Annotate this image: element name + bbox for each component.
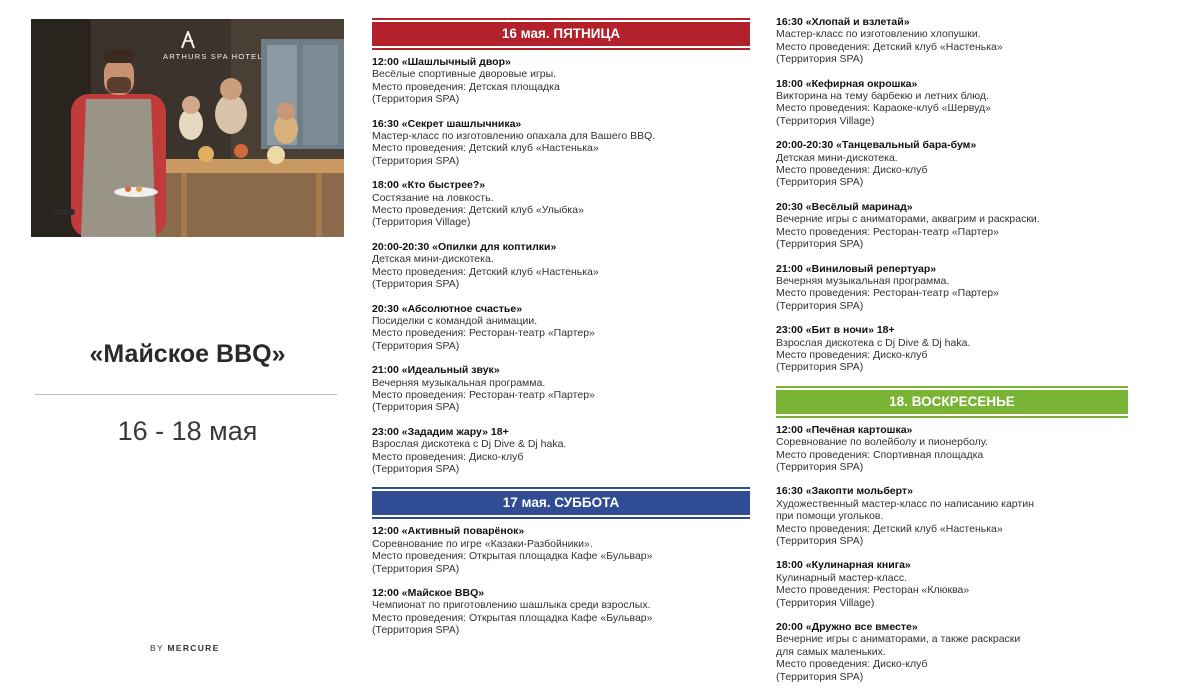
schedule-item-title: 18:00 «Кефирная окрошка»	[776, 77, 918, 90]
event-dates: 16 - 18 мая	[117, 416, 258, 446]
schedule-item-title: 20:00 «Дружно все вместе»	[776, 621, 918, 634]
schedule-item	[372, 56, 750, 106]
day-header-saturday	[372, 487, 750, 519]
schedule-item-line: Место проведения: Спортивная площадка	[776, 448, 984, 461]
schedule-item-line: Место проведения: Детский клуб «Настенька»	[372, 265, 599, 278]
schedule-item-title: 23:00 «Зададим жару» 18+	[372, 425, 509, 438]
schedule-item-line: Соревнование по игре «Казаки-Разбойники».	[372, 537, 593, 550]
schedule-item-title: 12:00 «Активный поварёнок»	[372, 525, 525, 538]
schedule-item-title: 12:00 «Майское BBQ»	[372, 587, 485, 599]
schedule-item-title: 16:30 «Закопти мольберт»	[776, 485, 913, 498]
schedule-item-title: 21:00 «Виниловый репертуар»	[776, 262, 937, 275]
day-header-saturday-label: 17 мая. СУББОТА	[372, 491, 750, 515]
schedule-item-line: (Территория SPA)	[372, 154, 460, 167]
event-title: «Майское BBQ»	[89, 340, 286, 368]
schedule-item-line: Место проведения: Диско-клуб	[776, 348, 928, 361]
schedule-item	[776, 485, 1129, 547]
schedule-item-title: 16:30 «Секрет шашлычника»	[372, 117, 522, 130]
footer-brand	[150, 643, 220, 653]
hotel-logo-icon	[180, 31, 196, 49]
schedule-item	[776, 324, 1129, 374]
schedule-item-line: (Территория SPA)	[776, 670, 864, 683]
schedule-item-title: 18:00 «Кулинарная книга»	[776, 559, 911, 572]
schedule-column-1	[372, 18, 750, 649]
schedule-item-line: (Территория SPA)	[776, 53, 864, 66]
schedule-item-line: для самых маленьких.	[776, 645, 886, 658]
schedule-item	[372, 241, 750, 291]
schedule-item	[776, 139, 1129, 189]
schedule-item-line: Место проведения: Детский клуб «Настенька»	[372, 142, 599, 155]
schedule-item	[372, 426, 750, 476]
schedule-item-line: (Территория SPA)	[372, 462, 460, 475]
schedule-item-line: Взрослая дискотека с Dj Dive & Dj haka.	[776, 336, 971, 349]
schedule-item-line: (Территория SPA)	[776, 460, 864, 473]
schedule-item	[372, 364, 750, 414]
title-divider	[35, 394, 337, 395]
schedule-item	[776, 621, 1129, 683]
schedule-item-line: Место проведения: Ресторан «Клюква»	[776, 584, 970, 597]
schedule-item-line: Детская мини-дискотека.	[776, 151, 898, 164]
schedule-item	[776, 16, 1129, 66]
schedule-item-line: (Территория SPA)	[372, 339, 460, 352]
hotel-brand-name: ARTHURS SPA HOTEL	[163, 52, 263, 61]
schedule-item-line: Место проведения: Детская площадка	[372, 80, 560, 93]
schedule-item	[372, 303, 750, 353]
friday-events	[372, 56, 750, 475]
schedule-item-line: (Территория Village)	[776, 114, 875, 127]
schedule-item	[372, 179, 750, 229]
day-header-sunday-label: 18. ВОСКРЕСЕНЬЕ	[776, 390, 1128, 414]
schedule-item-line: (Территория Village)	[776, 596, 875, 609]
schedule-item-line: Взрослая дискотека с Dj Dive & Dj haka.	[372, 438, 567, 451]
schedule-item-line: Кулинарный мастер-класс.	[776, 571, 908, 584]
schedule-item-line: (Территория SPA)	[372, 93, 460, 106]
schedule-item	[776, 263, 1129, 313]
schedule-item	[372, 587, 750, 637]
schedule-item-title: 20:00-20:30 «Танцевальный бара-бум»	[776, 139, 977, 152]
schedule-item-line: Мастер-класс по изготовлению опахала для Вашего BBQ.	[372, 130, 656, 143]
schedule-item-title: 12:00 «Шашлычный двор»	[372, 56, 511, 68]
schedule-item-line: (Территория SPA)	[372, 278, 460, 291]
schedule-item-line: Место проведения: Диско-клуб	[776, 164, 928, 177]
schedule-item-line: Вечерние игры с аниматорами, а также раскраски	[776, 633, 1021, 646]
schedule-item-line: Место проведения: Детский клуб «Улыбка»	[372, 204, 584, 217]
schedule-column-2	[776, 16, 1129, 695]
schedule-item-title: 20:00-20:30 «Опилки для коптилки»	[372, 240, 557, 253]
schedule-item-line: Вечерняя музыкальная программа.	[372, 376, 546, 389]
sunday-events	[776, 424, 1129, 683]
schedule-item-line: Место проведения: Ресторан-театр «Партер»	[372, 388, 595, 401]
schedule-item-line: (Территория SPA)	[372, 624, 460, 637]
schedule-item-title: 18:00 «Кто быстрее?»	[372, 179, 486, 192]
schedule-item-line: Детская мини-дискотека.	[372, 253, 494, 266]
schedule-item-line: Место проведения: Ресторан-театр «Партер»	[776, 225, 999, 238]
schedule-item	[776, 78, 1129, 128]
schedule-item-line: (Территория SPA)	[776, 176, 864, 189]
schedule-item-line: Чемпионат по приготовлению шашлыка среди взрослых.	[372, 599, 651, 612]
schedule-item-title: 23:00 «Бит в ночи» 18+	[776, 324, 895, 337]
schedule-item	[372, 118, 750, 168]
schedule-item-line: Место проведения: Ресторан-театр «Партер»	[776, 287, 999, 300]
schedule-item-line: Место проведения: Диско-клуб	[776, 658, 928, 671]
schedule-item-line: Посиделки с командой анимации.	[372, 314, 538, 327]
schedule-item-line: Место проведения: Караоке-клуб «Шервуд»	[776, 102, 992, 115]
footer-brand-name: MERCURE	[167, 643, 220, 653]
schedule-item-line: (Территория SPA)	[776, 238, 864, 251]
schedule-item-line: (Территория SPA)	[372, 401, 460, 414]
schedule-item-line: Художественный мастер-класс по написанию картин	[776, 497, 1034, 510]
schedule-item-line: Место проведения: Детский клуб «Настенька»	[776, 40, 1003, 53]
schedule-item-line: Место проведения: Открытая площадка Кафе «Бульвар»	[372, 611, 653, 624]
schedule-item-title: 16:30 «Хлопай и взлетай»	[776, 16, 910, 28]
footer-by: BY	[150, 643, 164, 653]
schedule-item-line: (Территория SPA)	[776, 535, 864, 547]
schedule-item-line: Место проведения: Открытая площадка Кафе «Бульвар»	[372, 550, 653, 563]
schedule-item-line: Место проведения: Детский клуб «Настенька»	[776, 522, 1003, 535]
schedule-item-title: 20:30 «Абсолютное счастье»	[372, 302, 523, 315]
schedule-item-line: (Территория SPA)	[372, 562, 460, 575]
hero-photo	[31, 19, 344, 237]
schedule-item-line: (Территория SPA)	[776, 299, 864, 312]
schedule-item-title: 20:30 «Весёлый маринад»	[776, 200, 913, 213]
schedule-item-line: Мастер-класс по изготовлению хлопушки.	[776, 28, 981, 41]
schedule-item-line: (Территория SPA)	[776, 361, 864, 374]
schedule-item-line: Вечерние игры с аниматорами, аквагрим и раскраски.	[776, 213, 1040, 226]
day-header-friday-label: 16 мая. ПЯТНИЦА	[372, 22, 750, 46]
schedule-item-line: (Территория Village)	[372, 216, 471, 229]
day-header-sunday	[776, 386, 1128, 418]
schedule-item	[776, 559, 1129, 609]
schedule-item	[776, 424, 1129, 474]
schedule-item-line: Соревнование по волейболу и пионерболу.	[776, 436, 988, 449]
schedule-item-line: Состязание на ловкость.	[372, 191, 494, 204]
schedule-item-line: Место проведения: Диско-клуб	[372, 450, 524, 463]
schedule-item	[776, 201, 1129, 251]
schedule-item-line: Викторина на тему барбекю и летних блюд.	[776, 90, 989, 103]
schedule-item-line: Место проведения: Ресторан-театр «Партер»	[372, 327, 595, 340]
saturday-events-part-2	[776, 16, 1129, 374]
schedule-item-line: Весёлые спортивные дворовые игры.	[372, 68, 557, 81]
schedule-item	[372, 525, 750, 575]
schedule-item-line: при помощи угольков.	[776, 510, 884, 523]
day-header-friday	[372, 18, 750, 50]
schedule-item-title: 21:00 «Идеальный звук»	[372, 364, 500, 377]
saturday-events-part-1	[372, 525, 750, 636]
schedule-item-line: Вечерняя музыкальная программа.	[776, 274, 950, 287]
schedule-item-title: 12:00 «Печёная картошка»	[776, 423, 913, 436]
